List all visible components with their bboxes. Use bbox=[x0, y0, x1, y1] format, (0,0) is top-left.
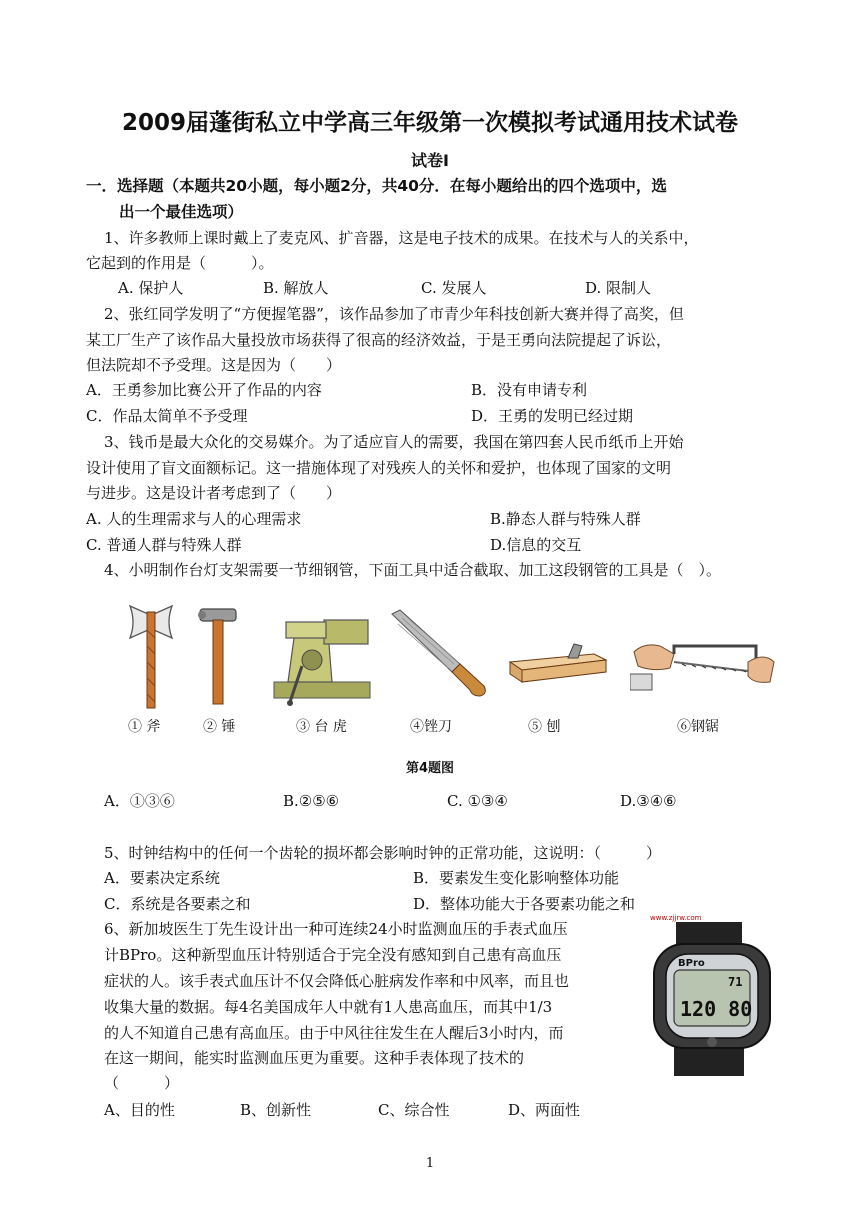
q3-option-a: A. 人的生理需求与人的心理需求 bbox=[86, 510, 302, 528]
q2-option-b: B．没有申请专利 bbox=[471, 381, 588, 399]
q1-stem: 它起到的作用是（ ）。 bbox=[86, 254, 274, 272]
q4-option-d: D.③④⑥ bbox=[620, 792, 677, 810]
q1-option-d: D. 限制人 bbox=[585, 279, 652, 297]
q5-stem: 5、时钟结构中的任何一个齿轮的损坏都会影响时钟的正常功能，这说明：（ ） bbox=[104, 844, 662, 862]
plane-image bbox=[508, 640, 608, 686]
q4-option-a: A．①③⑥ bbox=[104, 792, 175, 810]
q6-stem: 收集大量的数据。每4名美国成年人中就有1人患高血压，而其中1/3 bbox=[104, 998, 553, 1016]
watch-time: 71 bbox=[728, 975, 743, 989]
q3-option-d: D.信息的交互 bbox=[490, 536, 582, 554]
q3-stem: 设计使用了盲文面额标记。这一措施体现了对残疾人的关怀和爱护，也体现了国家的文明 bbox=[86, 459, 672, 477]
q4-stem: 4、小明制作台灯支架需要一节细钢管，下面工具中适合截取、加工这段钢管的工具是（ ）。 bbox=[104, 561, 722, 579]
q1-stem: 1、许多教师上课时戴上了麦克风、扩音器，这是电子技术的成果。在技术与人的关系中， bbox=[104, 229, 699, 247]
q3-stem: 3、钱币是最大众化的交易媒介。为了适应盲人的需要，我国在第四套人民币纸币上开始 bbox=[104, 433, 684, 451]
q1-option-b: B. 解放人 bbox=[263, 279, 329, 297]
q5-option-c: C．系统是各要素之和 bbox=[104, 895, 251, 913]
q5-option-b: B．要素发生变化影响整体功能 bbox=[413, 869, 620, 887]
paper-subtitle: 试卷Ⅰ bbox=[411, 151, 449, 170]
axe-image bbox=[124, 600, 178, 710]
watch-brand: BPro bbox=[678, 958, 705, 969]
q6-option-b: B、创新性 bbox=[240, 1101, 312, 1119]
q2-stem: 某工厂生产了该作品大量投放市场获得了很高的经济效益，于是王勇向法院提起了诉讼， bbox=[86, 331, 672, 349]
q2-stem: 2、张红同学发明了“方便握笔器”，该作品参加了市青少年科技创新大赛并得了高奖，但 bbox=[104, 305, 684, 323]
q4-option-b: B.②⑤⑥ bbox=[283, 792, 340, 810]
tool-label-6: ⑥钢锯 bbox=[677, 719, 719, 735]
page-number: 1 bbox=[425, 1156, 435, 1171]
section-heading: 一．选择题（本题共20小题，每小题2分，共40分．在每小题给出的四个选项中，选 bbox=[86, 177, 667, 195]
q3-option-c: C. 普通人群与特殊人群 bbox=[86, 536, 242, 554]
q6-stem: 6、新加坡医生丁先生设计出一种可连续24小时监测血压的手表式血压 bbox=[104, 920, 568, 938]
tool-label-2: ② 锤 bbox=[203, 719, 236, 735]
q6-stem: 的人不知道自己患有高血压。由于中风往往发生在人醒后3小时内，而 bbox=[104, 1024, 564, 1042]
tool-label-4: ④锉刀 bbox=[410, 719, 452, 735]
hacksaw-image bbox=[630, 632, 776, 696]
bpro-watch-image bbox=[646, 910, 778, 1080]
tool-label-1: ① 斧 bbox=[128, 719, 161, 735]
q2-option-c: C．作品太简单不予受理 bbox=[86, 407, 248, 425]
q3-stem: 与进步。这是设计者考虑到了（ ） bbox=[86, 484, 342, 502]
q5-option-d: D．整体功能大于各要素功能之和 bbox=[413, 895, 636, 913]
q5-option-a: A．要素决定系统 bbox=[104, 869, 220, 887]
q2-option-d: D．王勇的发明已经过期 bbox=[471, 407, 634, 425]
page-title: 2009届蓬街私立中学高三年级第一次模拟考试通用技术试卷 bbox=[121, 110, 738, 136]
watch-readout: 120 80 bbox=[680, 997, 753, 1021]
q6-option-a: A、目的性 bbox=[104, 1101, 175, 1119]
q6-stem: 在这一期间，能实时监测血压更为重要。这种手表体现了技术的 bbox=[104, 1049, 525, 1067]
tool-label-5: ⑤ 刨 bbox=[528, 719, 561, 735]
section-heading-cont: 出一个最佳选项） bbox=[119, 203, 244, 221]
tool-label-3: ③ 台 虎 bbox=[296, 719, 347, 735]
q1-option-c: C. 发展人 bbox=[421, 279, 487, 297]
bench-vise-image bbox=[268, 602, 378, 710]
file-image bbox=[388, 608, 492, 700]
q2-option-a: A．王勇参加比赛公开了作品的内容 bbox=[86, 381, 322, 399]
figure-caption: 第4题图 bbox=[405, 761, 455, 776]
q6-option-d: D、两面性 bbox=[508, 1101, 581, 1119]
watermark-text: www.zjjrw.com bbox=[650, 914, 702, 922]
q6-stem: 症状的人。该手表式血压计不仅会降低心脏病发作率和中风率，而且也 bbox=[104, 972, 570, 990]
q6-option-c: C、综合性 bbox=[378, 1101, 450, 1119]
q3-option-b: B.静态人群与特殊人群 bbox=[490, 510, 641, 528]
q6-stem: （ ） bbox=[104, 1074, 180, 1092]
q1-option-a: A. 保护人 bbox=[118, 279, 184, 297]
q4-option-c: C. ①③④ bbox=[447, 792, 508, 810]
q6-stem: 计BPro。这种新型血压计特别适合于完全没有感知到自己患有高血压 bbox=[104, 946, 562, 964]
hammer-image bbox=[198, 606, 238, 706]
q2-stem: 但法院却不予受理。这是因为（ ） bbox=[86, 356, 342, 374]
